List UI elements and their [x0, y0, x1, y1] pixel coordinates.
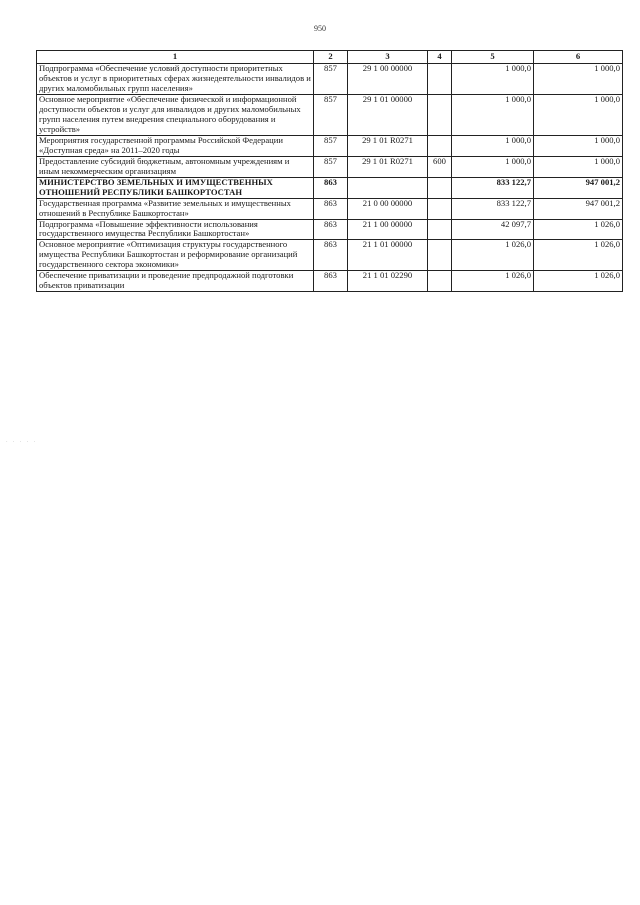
table-row	[37, 177, 623, 198]
row-sum-2019-cell: 1 026,0	[452, 240, 534, 271]
row-sum-2019-cell: 42 097,7	[452, 219, 534, 240]
table-body	[37, 63, 623, 291]
row-sum-2020-cell: 1 000,0	[534, 94, 623, 135]
table-header	[37, 51, 623, 64]
row-sum-2019-cell: 1 026,0	[452, 271, 534, 292]
row-sum-2019-cell: 1 000,0	[452, 63, 534, 94]
row-ved-code-cell: 863	[314, 271, 348, 292]
row-ved-code-cell: 863	[314, 240, 348, 271]
row-ved-code-cell: 863	[314, 177, 348, 198]
row-sum-2020-cell: 1 026,0	[534, 240, 623, 271]
table-row	[37, 94, 623, 135]
row-ved-code-cell: 857	[314, 94, 348, 135]
row-sum-2019-cell: 1 000,0	[452, 135, 534, 156]
row-sum-2020-cell: 947 001,2	[534, 198, 623, 219]
row-ved-code-cell: 857	[314, 135, 348, 156]
table-row	[37, 271, 623, 292]
row-target-code-cell: 21 1 00 00000	[348, 219, 428, 240]
row-expense-type-cell	[428, 135, 452, 156]
row-name-cell: Подпрограмма «Повышение эффективности использования государственного имущества Республики Башкортостан»	[37, 219, 314, 240]
row-sum-2020-cell: 947 001,2	[534, 177, 623, 198]
row-name-cell: МИНИСТЕРСТВО ЗЕМЕЛЬНЫХ И ИМУЩЕСТВЕННЫХ ОТНОШЕНИЙ РЕСПУБЛИКИ БАШКОРТОСТАН	[37, 177, 314, 198]
row-expense-type-cell	[428, 198, 452, 219]
row-target-code-cell: 29 1 01 R0271	[348, 156, 428, 177]
header-col-4: 4	[428, 51, 452, 64]
table-row	[37, 219, 623, 240]
row-ved-code-cell: 857	[314, 156, 348, 177]
row-ved-code-cell: 863	[314, 219, 348, 240]
row-sum-2020-cell: 1 000,0	[534, 156, 623, 177]
row-target-code-cell: 29 1 01 00000	[348, 94, 428, 135]
row-expense-type-cell	[428, 240, 452, 271]
header-row	[37, 51, 623, 64]
row-target-code-cell: 21 1 01 02290	[348, 271, 428, 292]
table-row	[37, 156, 623, 177]
row-target-code-cell: 21 1 01 00000	[348, 240, 428, 271]
header-col-3: 3	[348, 51, 428, 64]
row-sum-2019-cell: 833 122,7	[452, 198, 534, 219]
row-target-code-cell: 29 1 01 R0271	[348, 135, 428, 156]
table-row	[37, 198, 623, 219]
row-target-code-cell: 21 0 00 00000	[348, 198, 428, 219]
row-name-cell: Подпрограмма «Обеспечение условий доступности приоритетных объектов и услуг в приоритетных сферах жизнедеятельности инвалидов и других маломобильных групп населения»	[37, 63, 314, 94]
table-row	[37, 240, 623, 271]
row-name-cell: Основное мероприятие «Оптимизация структуры государственного имущества Республики Башкортостан и реформирование организаций государственного сектора экономики»	[37, 240, 314, 271]
row-sum-2020-cell: 1 000,0	[534, 63, 623, 94]
row-name-cell: Обеспечение приватизации и проведение предпродажной подготовки объектов приватизации	[37, 271, 314, 292]
row-expense-type-cell: 600	[428, 156, 452, 177]
row-expense-type-cell	[428, 219, 452, 240]
row-name-cell: Мероприятия государственной программы Российской Федерации «Доступная среда» на 2011–2020 годы	[37, 135, 314, 156]
header-col-6: 6	[534, 51, 623, 64]
row-name-cell: Основное мероприятие «Обеспечение физической и информационной доступности объектов и услуг для инвалидов и других маломобильных групп населения путем внедрения специального оборудования и устройств»	[37, 94, 314, 135]
row-expense-type-cell	[428, 63, 452, 94]
scan-specks: · · · · ·	[6, 440, 38, 445]
row-sum-2019-cell: 1 000,0	[452, 156, 534, 177]
row-name-cell: Предоставление субсидий бюджетным, автономным учреждениям и иным некоммерческим организациям	[37, 156, 314, 177]
row-expense-type-cell	[428, 271, 452, 292]
row-sum-2020-cell: 1 026,0	[534, 219, 623, 240]
row-sum-2019-cell: 1 000,0	[452, 94, 534, 135]
header-col-1: 1	[37, 51, 314, 64]
row-ved-code-cell: 857	[314, 63, 348, 94]
table-row	[37, 135, 623, 156]
header-col-5: 5	[452, 51, 534, 64]
row-sum-2020-cell: 1 000,0	[534, 135, 623, 156]
row-sum-2020-cell: 1 026,0	[534, 271, 623, 292]
table-row	[37, 63, 623, 94]
row-expense-type-cell	[428, 177, 452, 198]
row-expense-type-cell	[428, 94, 452, 135]
header-col-2: 2	[314, 51, 348, 64]
row-ved-code-cell: 863	[314, 198, 348, 219]
page-number: 950	[314, 24, 326, 33]
row-sum-2019-cell: 833 122,7	[452, 177, 534, 198]
row-name-cell: Государственная программа «Развитие земельных и имущественных отношений в Республике Башкортостан»	[37, 198, 314, 219]
budget-table	[36, 50, 623, 292]
row-target-code-cell: 29 1 00 00000	[348, 63, 428, 94]
row-target-code-cell	[348, 177, 428, 198]
